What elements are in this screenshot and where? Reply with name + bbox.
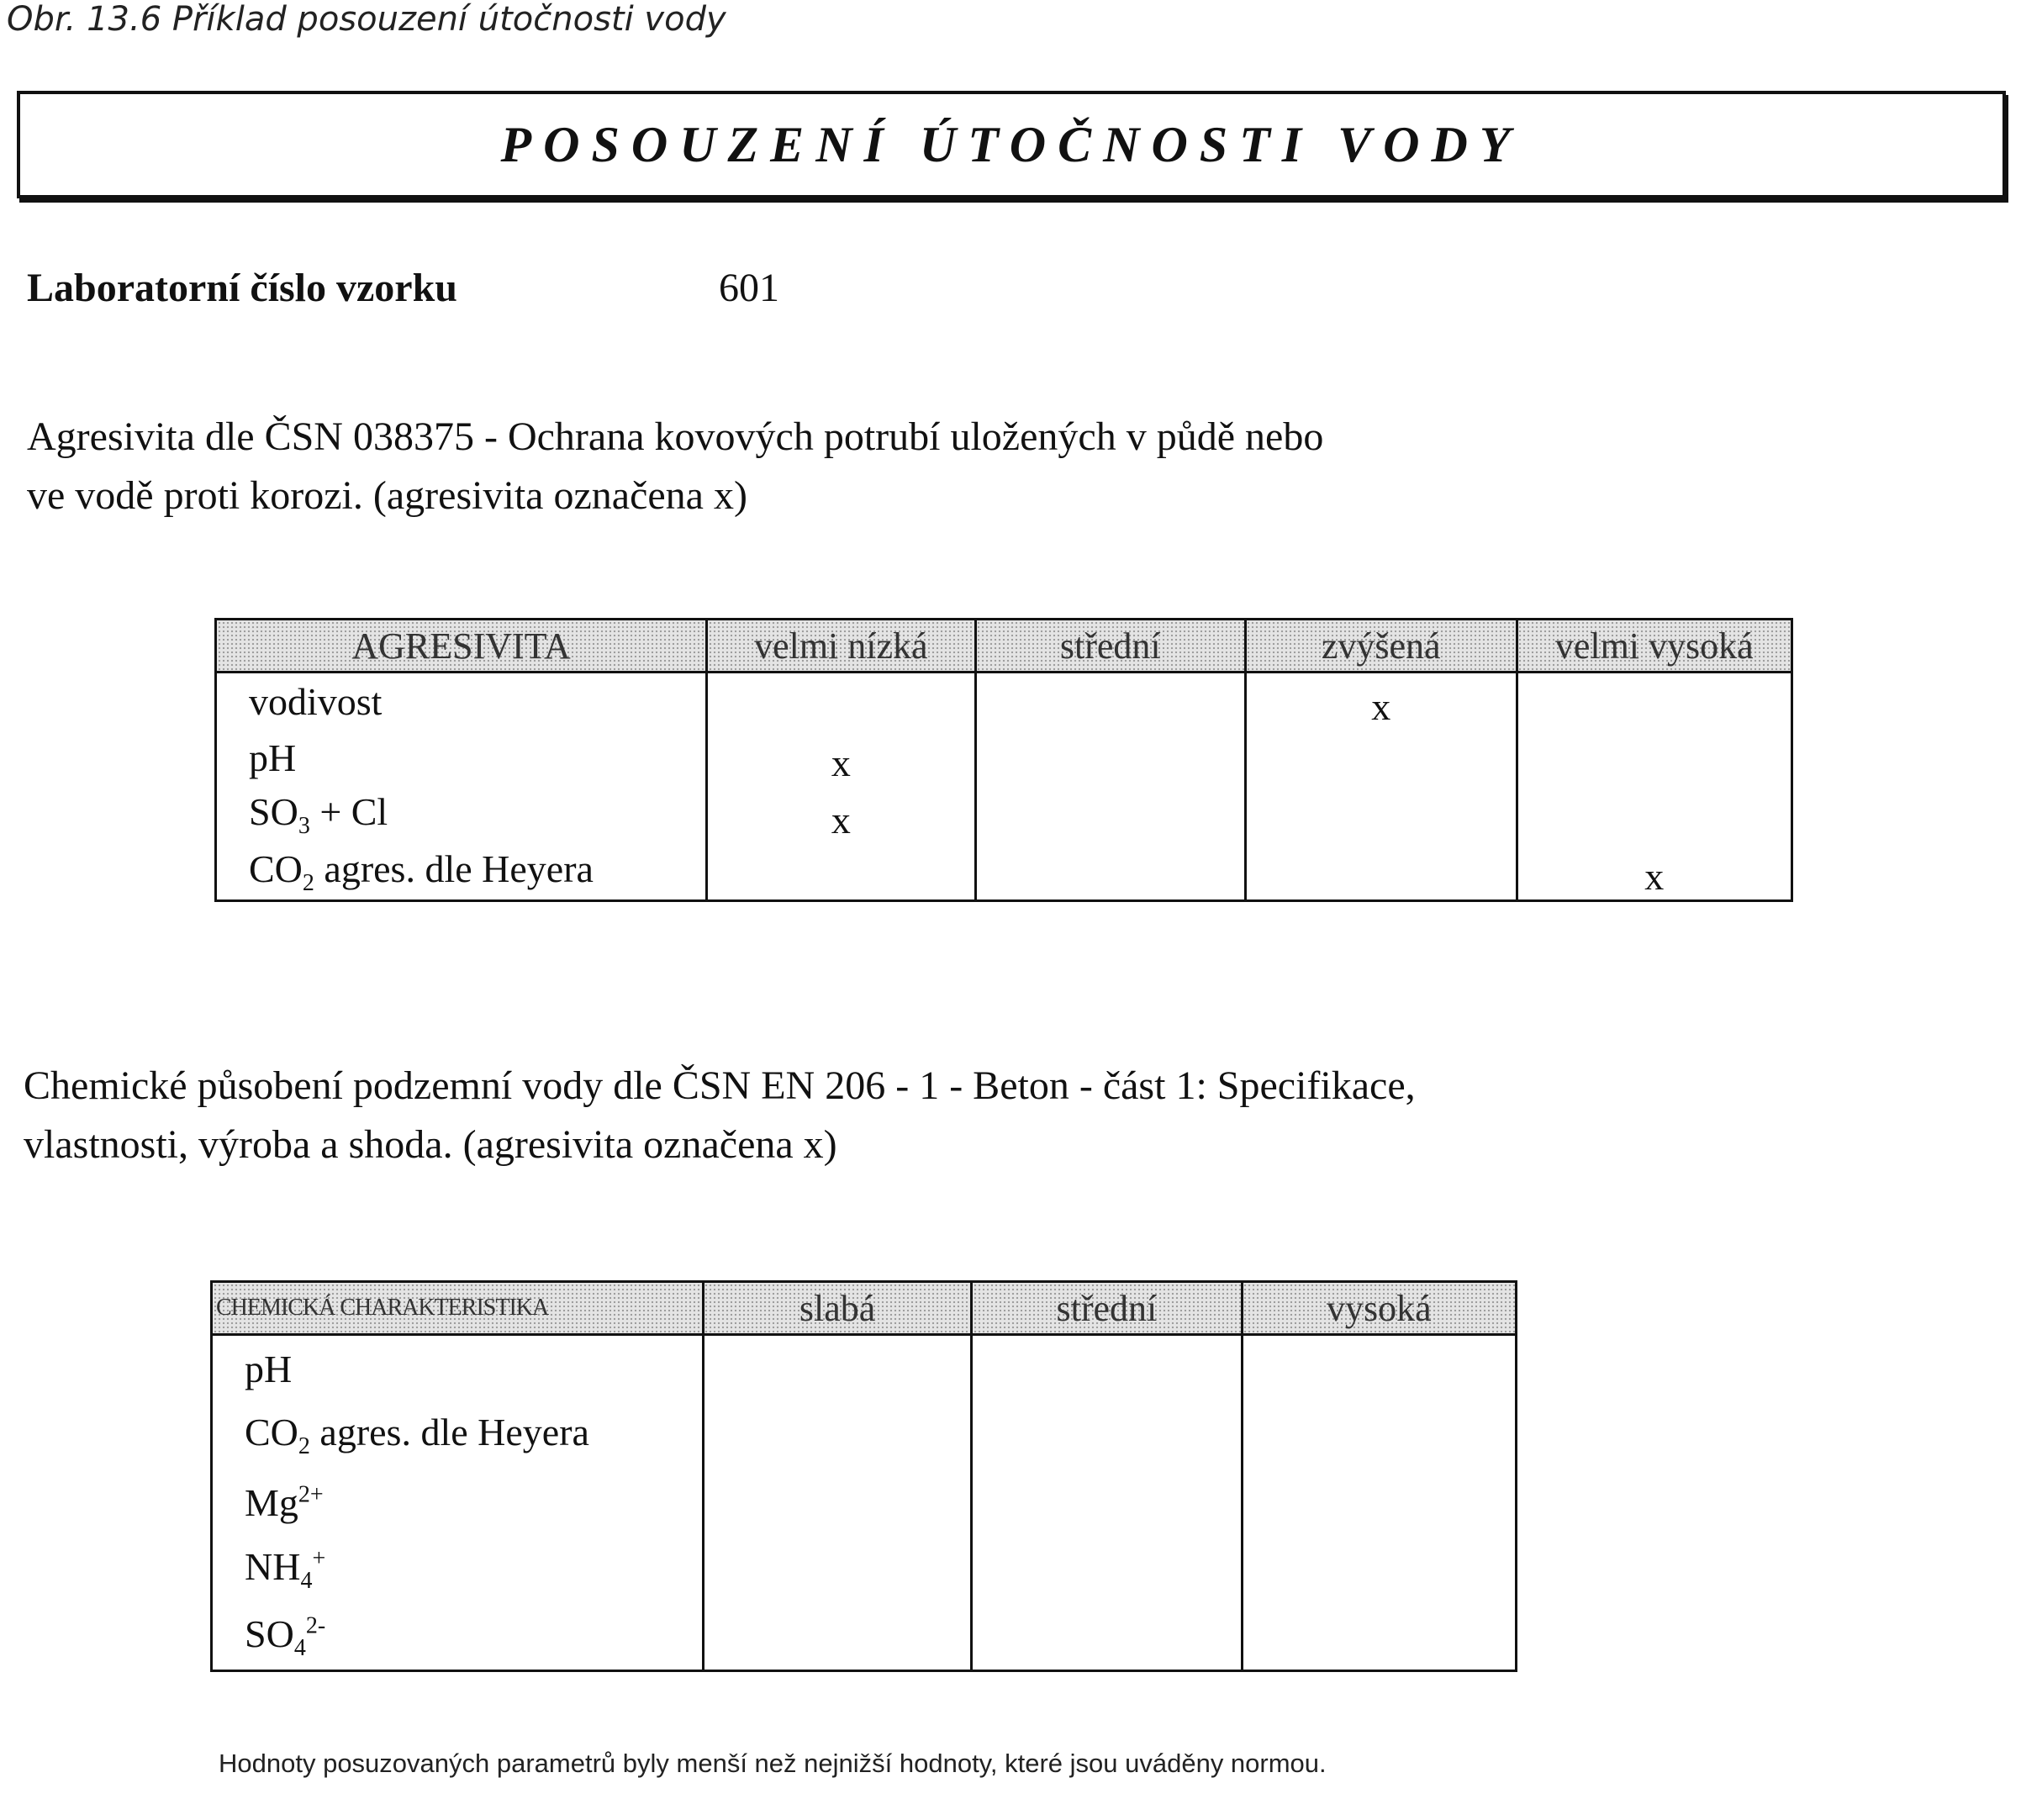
row-label-so3-cl: $SO_3 + Cl$ [216, 787, 707, 844]
figure-caption: Obr. 13.6 Příklad posouzení útočnosti vody [7, 0, 726, 39]
mark-cell [975, 730, 1245, 787]
empty-cell [972, 1537, 1242, 1604]
empty-cell [972, 1469, 1242, 1537]
mark-cell [707, 673, 975, 730]
table-row [216, 673, 1792, 730]
row-label-co2: $CO_2$ agres. dle Heyera [212, 1402, 704, 1469]
sample-number-value: 601 [719, 266, 779, 310]
mark-cell: x [707, 730, 975, 787]
row-label-mg: $Mg^{2+}$ [212, 1469, 704, 1537]
section1-line1: Agresivita dle ČSN 038375 - Ochrana kovových potrubí uložených v půdě nebo [27, 414, 1324, 459]
section1-line2: ve vodě proti korozi. (agresivita označena x) [27, 473, 747, 518]
mark-cell [1517, 730, 1792, 787]
row-label-co2: $CO_2$ agres. dle Heyera [216, 844, 707, 901]
section1-description [27, 408, 1708, 525]
table-row [212, 1537, 1517, 1604]
table-header-row [216, 620, 1792, 673]
row-label-vodivost: vodivost [216, 673, 707, 730]
empty-cell [1242, 1537, 1516, 1604]
chemical-characteristics-table [210, 1280, 1517, 1672]
empty-cell [972, 1335, 1242, 1402]
aggressivity-table [214, 618, 1793, 902]
column-header-vysoka: vysoká [1242, 1282, 1516, 1335]
column-header-zvysena: zvýšená [1245, 620, 1517, 673]
mark-cell [707, 844, 975, 901]
column-header-agresivita: AGRESIVITA [216, 620, 707, 673]
column-header-stredni: střední [972, 1282, 1242, 1335]
row-label-nh4: $NH_4^+$ [212, 1537, 704, 1604]
empty-cell [1242, 1604, 1516, 1671]
table-row [216, 730, 1792, 787]
table-row [212, 1402, 1517, 1469]
empty-cell [1242, 1402, 1516, 1469]
table-row [212, 1469, 1517, 1537]
mark-cell [975, 673, 1245, 730]
empty-cell [703, 1604, 971, 1671]
table-row [212, 1604, 1517, 1671]
column-header-velmi-nizka: velmi nízká [707, 620, 975, 673]
table-row [216, 844, 1792, 901]
mark-cell: x [1517, 844, 1792, 901]
column-header-slaba: slabá [703, 1282, 971, 1335]
sample-number-label: Laboratorní číslo vzorku [27, 266, 457, 310]
table-row [216, 787, 1792, 844]
empty-cell [703, 1335, 971, 1402]
mark-cell [1245, 787, 1517, 844]
row-label-ph: pH [216, 730, 707, 787]
section2-line1: Chemické působení podzemní vody dle ČSN EN 206 - 1 - Beton - část 1: Specifikace, [24, 1063, 1416, 1108]
column-header-velmi-vysoka: velmi vysoká [1517, 620, 1792, 673]
mark-cell [1517, 673, 1792, 730]
mark-cell [1245, 844, 1517, 901]
footnote: Hodnoty posuzovaných parametrů byly menší než nejnižší hodnoty, které jsou uváděny normou. [219, 1749, 1327, 1778]
mark-cell: x [1245, 673, 1517, 730]
mark-cell: x [707, 787, 975, 844]
section2-description [24, 1057, 1705, 1174]
section2-line2: vlastnosti, výroba a shoda. (agresivita označena x) [24, 1122, 837, 1167]
column-header-chemicka-charakteristika: CHEMICKÁ CHARAKTERISTIKA [212, 1282, 704, 1335]
empty-cell [703, 1469, 971, 1537]
empty-cell [703, 1402, 971, 1469]
table-header-row [212, 1282, 1517, 1335]
mark-cell [1517, 787, 1792, 844]
empty-cell [703, 1537, 971, 1604]
empty-cell [972, 1604, 1242, 1671]
title-box [17, 91, 2006, 198]
mark-cell [975, 787, 1245, 844]
row-label-so4: $SO_4^{2-}$ [212, 1604, 704, 1671]
row-label-ph: pH [212, 1335, 704, 1402]
empty-cell [1242, 1335, 1516, 1402]
document-title: POSOUZENÍ ÚTOČNOSTI VODY [500, 116, 1522, 172]
table-row [212, 1335, 1517, 1402]
column-header-stredni: střední [975, 620, 1245, 673]
empty-cell [1242, 1469, 1516, 1537]
mark-cell [975, 844, 1245, 901]
mark-cell [1245, 730, 1517, 787]
empty-cell [972, 1402, 1242, 1469]
